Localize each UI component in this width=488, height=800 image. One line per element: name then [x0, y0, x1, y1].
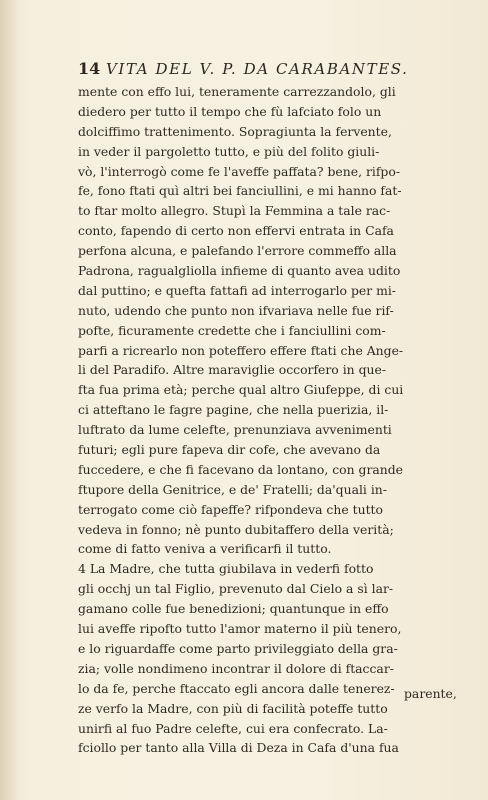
text-line: parfi a ricrearlo non poteffero effere ftati che Ange- — [78, 342, 404, 358]
text-line: pofte, ficuramente credette che i fanciullini com- — [78, 322, 386, 338]
text-line: luftrato da lume celefte, prenunziava avvenimenti — [78, 422, 392, 438]
text-line: fta fua prima età; perche qual altro Giufeppe, di cui — [78, 382, 404, 398]
text-line: unirfi al fuo Padre celefte, cui era confecrato. La- — [78, 720, 388, 736]
text-line: gamano colle fue benedizioni; quantunque in effo — [78, 601, 389, 617]
text-line: come di fatto veniva a verificarfi il tutto. — [78, 541, 332, 557]
text-line: gli occhj un tal Figlio, prevenuto dal Cielo a sì lar- — [78, 581, 394, 597]
text-line: ze verfo la Madre, con più di facilità poteffe tutto — [78, 700, 388, 716]
text-line: dolciffimo trattenimento. Sopragiunta la fervente, — [78, 123, 392, 139]
page-header — [78, 58, 470, 80]
text-line: 4 La Madre, che tutta giubilava in vederfi fotto — [78, 561, 374, 577]
text-line: lui aveffe ripofto tutto l'amor materno il più tenero, — [78, 621, 402, 637]
running-head: VITA DEL V. P. DA CARABANTES. — [106, 60, 409, 78]
text-line: fuccedere, e che fi facevano da lontano, con grande — [78, 461, 404, 477]
text-line: terrogato come ciò fapeffe? rifpondeva che tutto — [78, 501, 383, 517]
body-text — [78, 82, 482, 758]
text-line: Padrona, ragualgliolla infieme di quanto avea udito — [78, 263, 401, 279]
text-line: to ftar molto allegro. Stupì la Femmina a tale rac- — [78, 203, 391, 219]
text-line: li del Paradifo. Altre maraviglie occorfero in que- — [78, 362, 387, 378]
text-line: conto, fapendo di certo non effervi entrata in Cafa — [78, 223, 394, 239]
text-line: fciollo per tanto alla Villa di Deza in Cafa d'una fua — [78, 740, 399, 756]
text-line: e lo riguardaffe come parto privileggiato della gra- — [78, 640, 398, 656]
text-line: diedero per tutto il tempo che fù lafciato folo un — [78, 103, 382, 119]
page-number: 14 — [78, 59, 101, 78]
text-line: ci atteftano le fagre pagine, che nella puerizia, il- — [78, 402, 389, 418]
text-line: fe, fono ftati quì altri bei fanciullini, e mi hanno fat- — [78, 183, 402, 199]
text-line: perfona alcuna, e palefando l'errore commeffo alla — [78, 243, 397, 259]
text-line: futuri; egli pure fapeva dir cofe, che avevano da — [78, 442, 381, 458]
text-line: mente con effo lui, teneramente carrezzandolo, gli — [78, 84, 396, 99]
text-line: in veder il pargoletto tutto, e più del folito giuli- — [78, 143, 380, 159]
text-line: dal puttino; e quefta fattafi ad interrogarlo per mi- — [78, 282, 396, 298]
text-line: zia; volle nondimeno incontrar il dolore di ftaccar- — [78, 660, 394, 676]
text-line: vò, l'interrogò come fe l'aveffe paffata? bene, rifpo- — [78, 163, 400, 179]
text-line: ftupore della Genitrice, e de' Fratelli; da'quali in- — [78, 481, 387, 497]
text-line: lo da fe, perche ftaccato egli ancora dalle tenerez- — [78, 680, 395, 696]
text-line: vedeva in fonno; nè punto dubitaffero della verità; — [78, 521, 394, 537]
catchword: parente, — [404, 686, 457, 701]
text-line: nuto, udendo che punto non ifvariava nelle fue rif- — [78, 302, 394, 318]
